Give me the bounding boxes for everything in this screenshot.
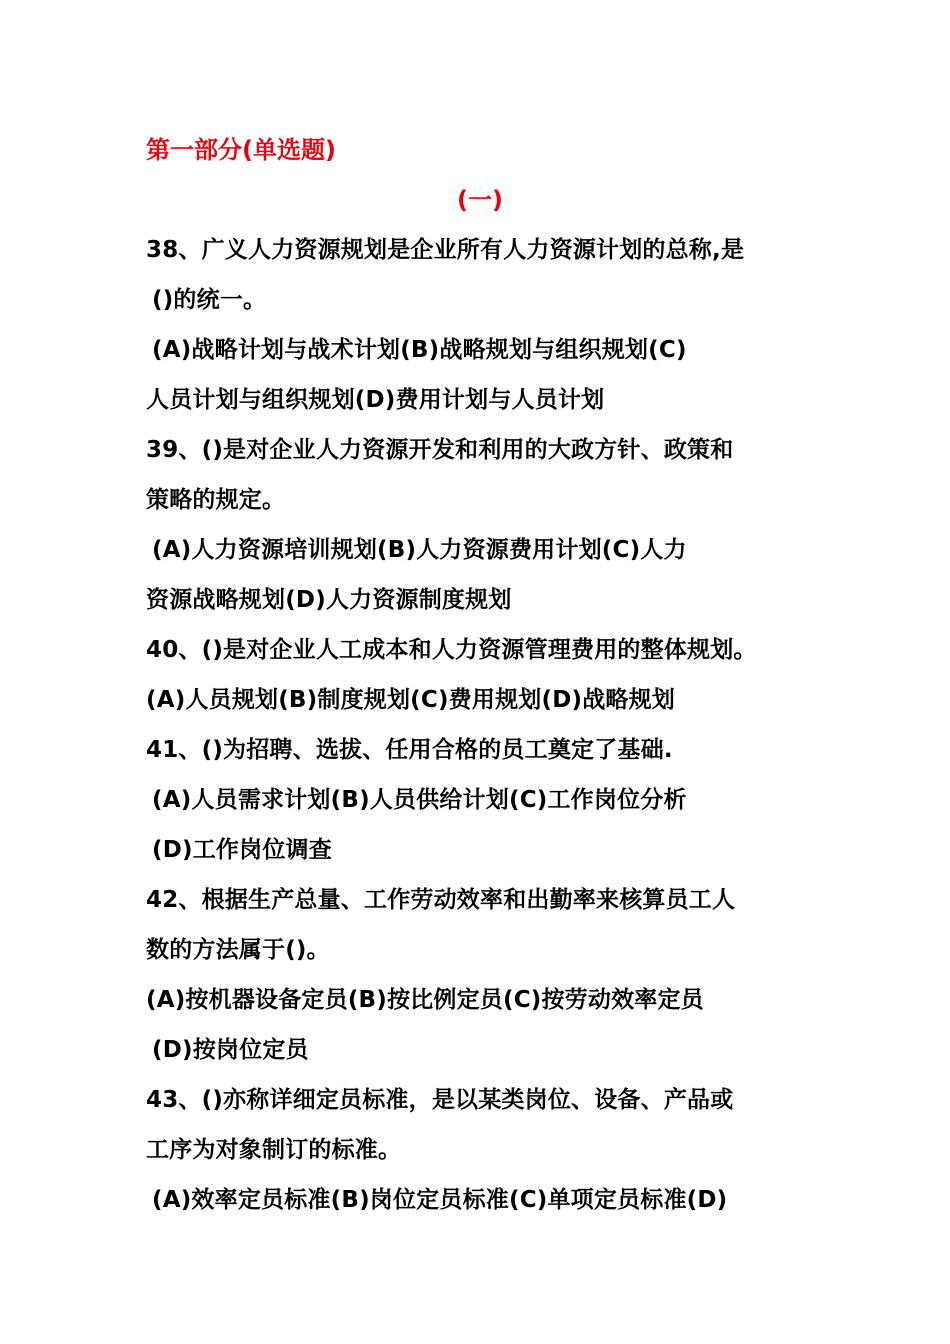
question-39-options-line-1: (A)人力资源培训规划(B)人力资源费用计划(C)人力 — [152, 537, 687, 563]
question-43-options-line-1: (A)效率定员标准(B)岗位定员标准(C)单项定员标准(D) — [152, 1187, 728, 1213]
question-42-line-1: 42、根据生产总量、工作劳动效率和出勤率来核算员工人 — [146, 887, 736, 913]
question-41-options-line-1: (A)人员需求计划(B)人员供给计划(C)工作岗位分析 — [152, 787, 687, 813]
question-42-options-line-1: (A)按机器设备定员(B)按比例定员(C)按劳动效率定员 — [146, 987, 704, 1013]
question-39-line-1: 39、()是对企业人力资源开发和利用的大政方针、政策和 — [146, 437, 734, 463]
question-43-line-1: 43、()亦称详细定员标准，是以某类岗位、设备、产品或 — [146, 1087, 734, 1113]
section-title: 第一部分(单选题) — [146, 136, 336, 164]
question-41-options-line-2: (D)工作岗位调查 — [152, 837, 332, 863]
question-38-line-1: 38、广义人力资源规划是企业所有人力资源计划的总称,是 — [146, 237, 745, 263]
question-42-options-line-2: (D)按岗位定员 — [152, 1037, 309, 1063]
question-40-line-1: 40、()是对企业人工成本和人力资源管理费用的整体规划。 — [146, 637, 757, 663]
question-39-line-2: 策略的规定。 — [146, 487, 286, 513]
question-38-options-line-2: 人员计划与组织规划(D)费用计划与人员计划 — [146, 387, 605, 413]
question-43-line-2: 工序为对象制订的标准。 — [146, 1137, 402, 1163]
question-42-line-2: 数的方法属于()。 — [146, 937, 330, 963]
question-41-line-1: 41、()为招聘、选拔、任用合格的员工奠定了基础. — [146, 737, 673, 763]
question-38-line-2: ()的统一。 — [152, 287, 267, 313]
question-38-options-line-1: (A)战略计划与战术计划(B)战略规划与组织规划(C) — [152, 337, 687, 363]
question-40-options: (A)人员规划(B)制度规划(C)费用规划(D)战略规划 — [146, 687, 675, 713]
subsection-title: (一) — [457, 186, 503, 214]
question-39-options-line-2: 资源战略规划(D)人力资源制度规划 — [146, 587, 512, 613]
